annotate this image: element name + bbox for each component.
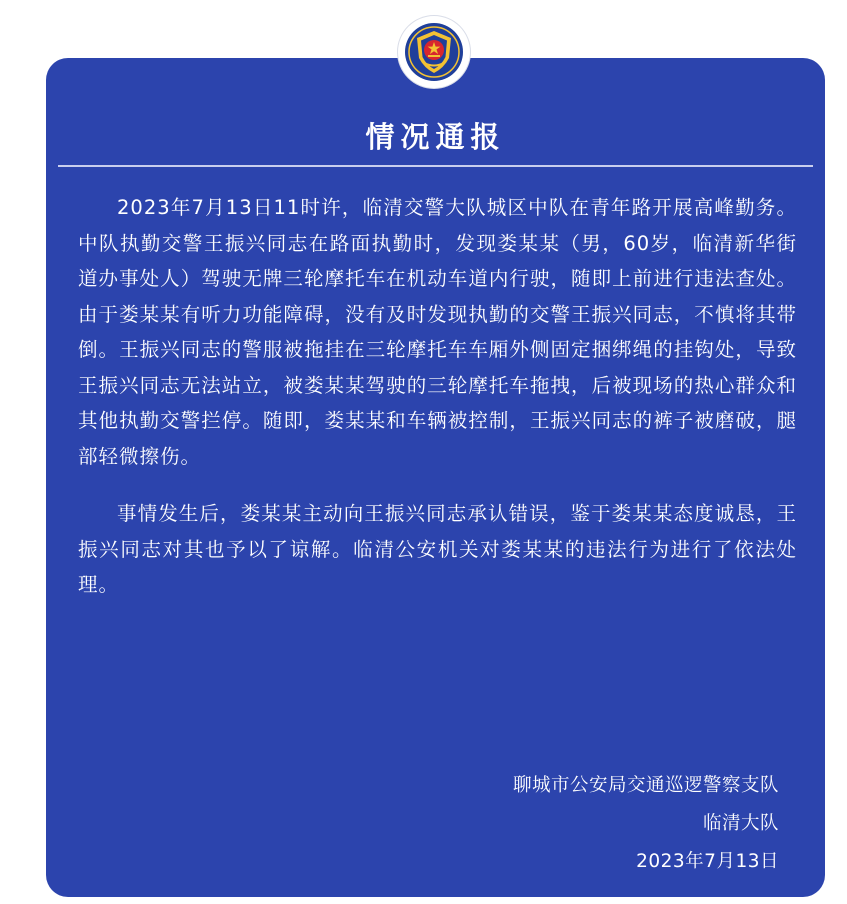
- signature-block: [513, 767, 779, 881]
- paragraph-2: 事情发生后，娄某某主动向王振兴同志承认错误，鉴于娄某某态度诚恳，王振兴同志对其也予以了谅解。临清公安机关对娄某某的违法行为进行了依法处理。: [78, 502, 797, 596]
- signature-org: 聊城市公安局交通巡逻警察支队: [512, 775, 779, 796]
- paragraph-1: 2023年7月13日11时许，临清交警大队城区中队在青年路开展高峰勤务。中队执勤交警王振兴同志在路面执勤时，发现娄某某（男，60岁，临清新华街道办事处人）驾驶无牌三轮摩托车在机动车道内行驶，随即上前进行违法查处。由于娄某某有听力功能障碍，没有及时发现执勤的交警王振兴同志，不慎将其带倒。王振兴同志的警服被拖挂在三轮摩托车车厢外侧固定捆绑绳的挂钩处，导致王振兴同志无法站立，被娄某某驾驶的三轮摩托车拖拽，后被现场的热心群众和其他执勤交警拦停。随即，娄某某和车辆被控制，王振兴同志的裤子被磨破，腿部轻微擦伤。: [78, 196, 797, 468]
- police-emblem-icon: [404, 22, 464, 82]
- notice-body: [78, 190, 797, 603]
- notice-title: 情况通报: [365, 120, 506, 154]
- signature-unit: 临清大队: [702, 813, 779, 834]
- title-divider: [58, 165, 813, 167]
- signature-date: 2023年7月13日: [636, 851, 779, 872]
